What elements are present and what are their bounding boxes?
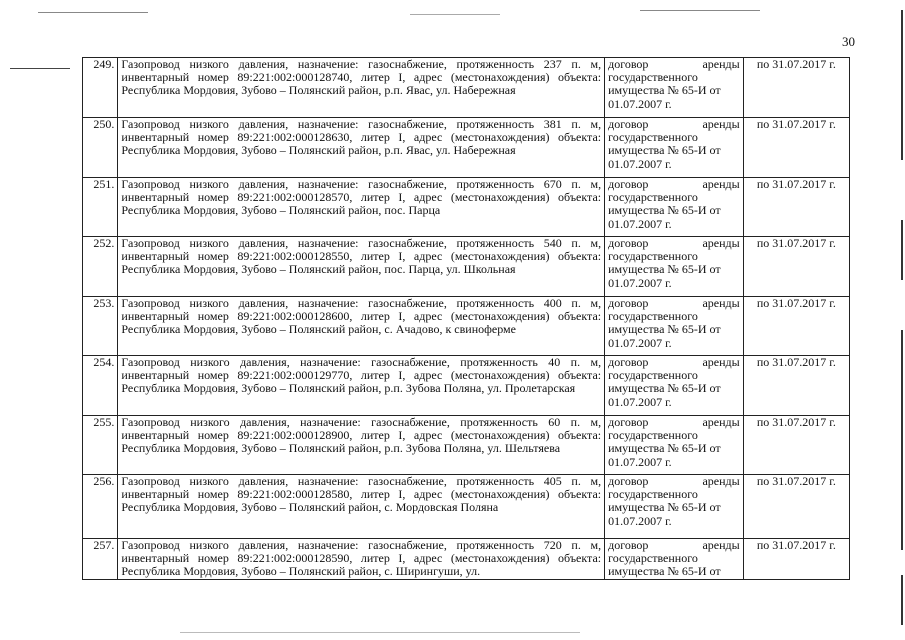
basis-word-1: договор	[608, 117, 649, 131]
lease-term: по 31.07.2017 г.	[743, 178, 849, 237]
table-row	[83, 178, 850, 237]
property-table	[82, 57, 850, 580]
lease-basis	[605, 475, 744, 539]
basis-rest: государственного имущества № 65-И от 01.07.2007 г.	[608, 249, 721, 290]
object-description: Газопровод низкого давления, назначение: газоснабжение, протяженность 381 п. м, инвентарный номер 89:221:002:000128630, литер I, адрес (местонахождения) объекта: Республика Мордовия, Зубово – Полянский район, р.п. Явас, ул. Набережная	[118, 118, 605, 178]
scan-artifact-top-mid	[410, 14, 500, 15]
basis-word-2: аренды	[702, 538, 740, 552]
lease-basis	[605, 539, 744, 580]
basis-word-1: договор	[608, 538, 649, 552]
object-description: Газопровод низкого давления, назначение: газоснабжение, протяженность 40 п. м, инвентарный номер 89:221:002:000129770, литер I, адрес (местонахождения) объекта: Республика Мордовия, Зубово – Полянский район, р.п. Зубова Поляна, ул. Пролетарская	[118, 356, 605, 416]
basis-word-1: договор	[608, 57, 649, 71]
lease-term: по 31.07.2017 г.	[743, 356, 849, 416]
table-row	[83, 356, 850, 416]
row-number: 254.	[83, 356, 118, 416]
basis-rest: государственного имущества № 65-И от 01.07.2007 г.	[608, 368, 721, 409]
basis-rest: государственного имущества № 65-И от 01.07.2007 г.	[608, 130, 721, 171]
basis-rest: государственного имущества № 65-И от 01.07.2007 г.	[608, 70, 721, 111]
lease-basis	[605, 297, 744, 356]
table-row	[83, 539, 850, 580]
table-row	[83, 475, 850, 539]
object-description: Газопровод низкого давления, назначение: газоснабжение, протяженность 405 п. м, инвентарный номер 89:221:002:000128580, литер I, адрес (местонахождения) объекта: Республика Мордовия, Зубово – Полянский район, с. Мордовская Поляна	[118, 475, 605, 539]
basis-word-2: аренды	[702, 177, 740, 191]
row-number: 250.	[83, 118, 118, 178]
basis-word-1: договор	[608, 296, 649, 310]
page-number: 30	[842, 34, 855, 49]
object-description: Газопровод низкого давления, назначение: газоснабжение, протяженность 60 п. м, инвентарный номер 89:221:002:000128900, литер I, адрес (местонахождения) объекта: Республика Мордовия, Зубово – Полянский район, р.п. Зубова Поляна, ул. Шельтяева	[118, 416, 605, 475]
row-number: 253.	[83, 297, 118, 356]
basis-word-1: договор	[608, 355, 649, 369]
basis-word-2: аренды	[702, 236, 740, 250]
basis-word-1: договор	[608, 415, 649, 429]
scan-artifact-top-left	[38, 12, 148, 13]
lease-basis	[605, 356, 744, 416]
lease-term: по 31.07.2017 г.	[743, 416, 849, 475]
row-number: 249.	[83, 58, 118, 118]
row-number: 255.	[83, 416, 118, 475]
lease-basis	[605, 118, 744, 178]
lease-basis	[605, 237, 744, 297]
table-row	[83, 58, 850, 118]
basis-word-2: аренды	[702, 57, 740, 71]
row-number: 251.	[83, 178, 118, 237]
row-number: 252.	[83, 237, 118, 297]
table-row	[83, 297, 850, 356]
lease-term: по 31.07.2017 г.	[743, 297, 849, 356]
scan-artifact-left	[10, 68, 70, 69]
scan-edge-right	[887, 0, 905, 640]
table-row	[83, 416, 850, 475]
basis-rest: государственного имущества № 65-И от 01.07.2007 г.	[608, 190, 721, 231]
lease-term: по 31.07.2017 г.	[743, 539, 849, 580]
basis-word-2: аренды	[702, 117, 740, 131]
object-description: Газопровод низкого давления, назначение: газоснабжение, протяженность 400 п. м, инвентарный номер 89:221:002:000128600, литер I, адрес (местонахождения) объекта: Республика Мордовия, Зубово – Полянский район, с. Ачадово, к свиноферме	[118, 297, 605, 356]
basis-word-2: аренды	[702, 355, 740, 369]
lease-term: по 31.07.2017 г.	[743, 58, 849, 118]
object-description: Газопровод низкого давления, назначение: газоснабжение, протяженность 540 п. м, инвентарный номер 89:221:002:000128550, литер I, адрес (местонахождения) объекта: Республика Мордовия, Зубово – Полянский район, пос. Парца, ул. Школьная	[118, 237, 605, 297]
lease-term: по 31.07.2017 г.	[743, 118, 849, 178]
lease-term: по 31.07.2017 г.	[743, 475, 849, 539]
basis-rest: государственного имущества № 65-И от 01.07.2007 г.	[608, 428, 721, 469]
table-row	[83, 237, 850, 297]
basis-word-2: аренды	[702, 296, 740, 310]
basis-rest: государственного имущества № 65-И от 01.07.2007 г.	[608, 487, 721, 528]
basis-rest: государственного имущества № 65-И от	[608, 551, 721, 579]
basis-word-2: аренды	[702, 474, 740, 488]
basis-word-1: договор	[608, 236, 649, 250]
basis-word-2: аренды	[702, 415, 740, 429]
scan-artifact-top-right	[640, 10, 760, 11]
lease-term: по 31.07.2017 г.	[743, 237, 849, 297]
row-number: 257.	[83, 539, 118, 580]
scan-artifact-bottom	[180, 632, 580, 633]
lease-basis	[605, 178, 744, 237]
object-description: Газопровод низкого давления, назначение: газоснабжение, протяженность 720 п. м, инвентарный номер 89:221:002:000128590, литер I, адрес (местонахождения) объекта: Республика Мордовия, Зубово – Полянский район, с. Ширингуши, ул.	[118, 539, 605, 580]
basis-word-1: договор	[608, 474, 649, 488]
table-row	[83, 118, 850, 178]
lease-basis	[605, 416, 744, 475]
basis-rest: государственного имущества № 65-И от 01.07.2007 г.	[608, 309, 721, 350]
object-description: Газопровод низкого давления, назначение: газоснабжение, протяженность 670 п. м, инвентарный номер 89:221:002:000128570, литер I, адрес (местонахождения) объекта: Республика Мордовия, Зубово – Полянский район, пос. Парца	[118, 178, 605, 237]
lease-basis	[605, 58, 744, 118]
row-number: 256.	[83, 475, 118, 539]
basis-word-1: договор	[608, 177, 649, 191]
object-description: Газопровод низкого давления, назначение: газоснабжение, протяженность 237 п. м, инвентарный номер 89:221:002:000128740, литер I, адрес (местонахождения) объекта: Республика Мордовия, Зубово – Полянский район, р.п. Явас, ул. Набережная	[118, 58, 605, 118]
